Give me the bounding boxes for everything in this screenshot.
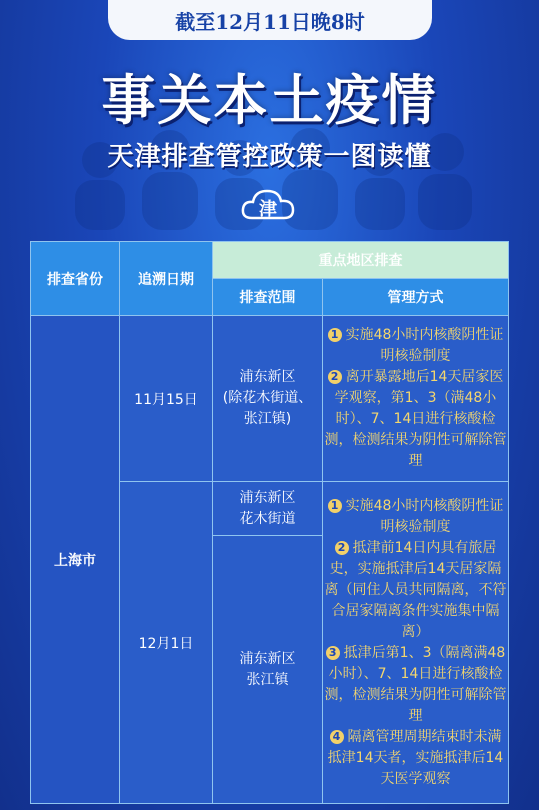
list-item <box>323 643 508 727</box>
header-province: 排查省份 <box>31 242 120 316</box>
number-badge-icon: 2 <box>335 541 349 555</box>
sub-title: 天津排查管控政策一图读懂 <box>107 142 432 172</box>
number-badge-icon: 2 <box>328 370 342 384</box>
date-cell-2: 12月1日 <box>120 482 213 804</box>
area-cell-1 <box>213 316 323 482</box>
management-cell-2 <box>323 482 509 804</box>
management-cell-1 <box>323 316 509 482</box>
logo-glyph: 津 <box>259 199 277 220</box>
number-badge-icon: 3 <box>326 646 340 660</box>
item-text: 实施48小时内核酸阴性证明核验制度 <box>345 497 504 535</box>
policy-table <box>30 241 509 804</box>
item-text: 抵津后第1、3（隔离满48小时）、7、14日进行核酸检测，检测结果为阴性可解除管理 <box>324 644 507 724</box>
number-badge-icon: 1 <box>328 499 342 513</box>
list-item <box>323 496 508 538</box>
item-text: 隔离管理周期结束时未满抵津14天者，实施抵津后14天医学观察 <box>327 728 504 787</box>
date-banner-text: 截至12月11日晚8时 <box>175 9 365 34</box>
header-date: 追溯日期 <box>120 242 213 316</box>
main-title: 事关本土疫情 <box>101 69 438 132</box>
area-label-3: 浦东新区 张江镇 <box>239 650 296 688</box>
cloud-logo-icon <box>240 184 296 224</box>
date-cell-1: 11月15日 <box>120 316 213 482</box>
date-banner <box>108 0 432 40</box>
area-label-2: 浦东新区 花木街道 <box>239 489 296 527</box>
number-badge-icon: 1 <box>328 328 342 342</box>
list-item <box>323 727 508 790</box>
list-item <box>323 367 508 472</box>
area-cell-2 <box>213 482 323 536</box>
header-management: 管理方式 <box>323 279 509 316</box>
area-label-1: 浦东新区 (除花木街道、 张江镇) <box>222 369 313 427</box>
item-text: 抵津前14日内具有旅居史，实施抵津后14天居家隔离（同住人员共同隔离，不符合居家隔离条件实施集中隔离） <box>324 539 507 640</box>
list-item <box>323 538 508 643</box>
area-cell-3 <box>213 536 323 804</box>
number-badge-icon: 4 <box>330 730 344 744</box>
list-item <box>323 325 508 367</box>
item-text: 实施48小时内核酸阴性证明核验制度 <box>345 327 504 364</box>
header-focus-area: 重点地区排查 <box>213 242 509 279</box>
province-cell: 上海市 <box>31 316 120 804</box>
header-scope: 排查范围 <box>213 279 323 316</box>
item-text: 离开暴露地后14天居家医学观察，第1、3（满48小时）、7、14日进行核酸检测，检测结果为阴性可解除管理 <box>324 369 507 469</box>
